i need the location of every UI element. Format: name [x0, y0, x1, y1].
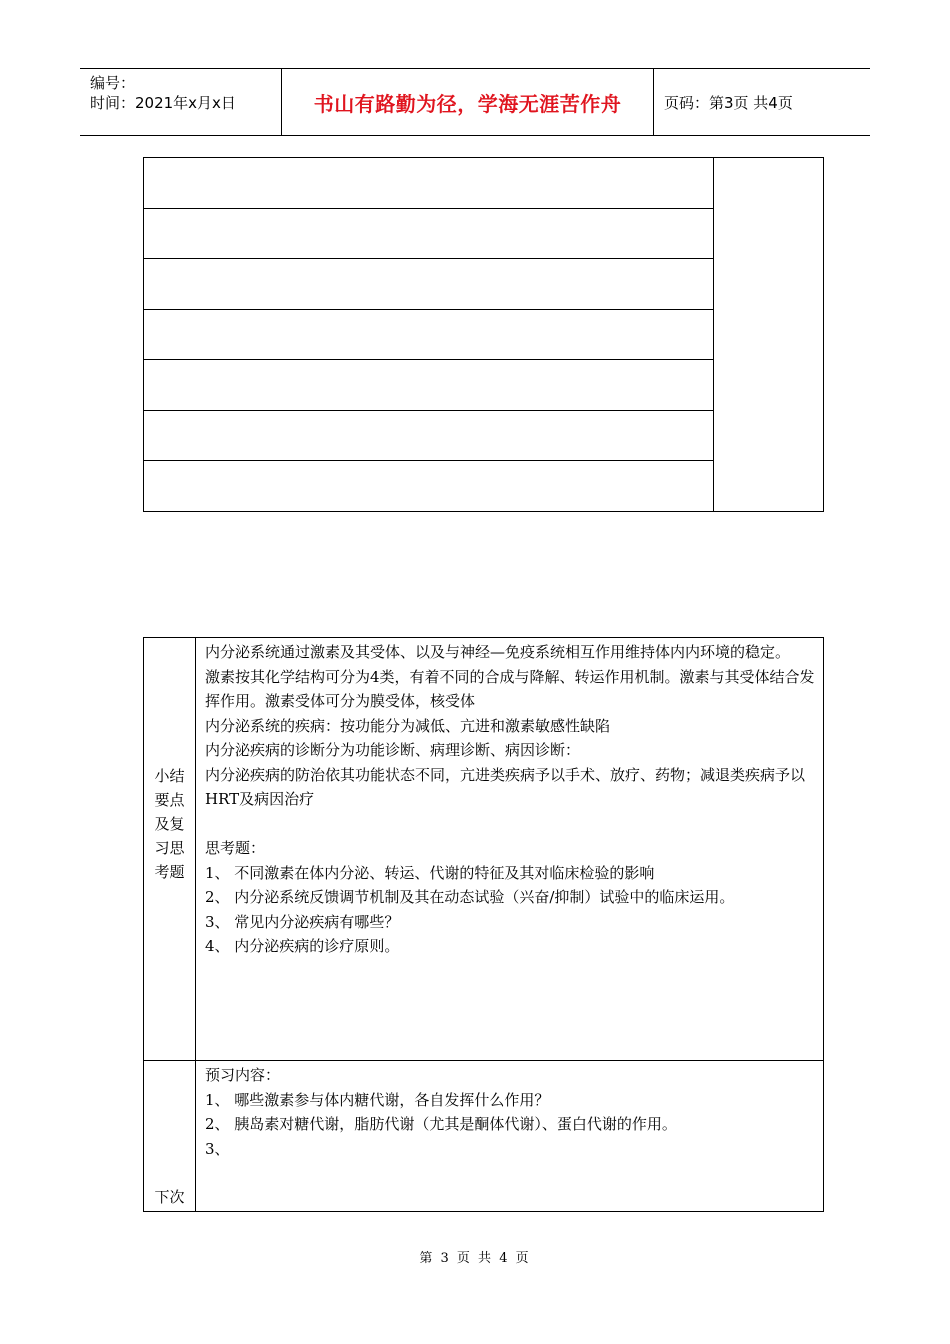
- blank-row: [144, 310, 713, 361]
- summary-paragraph: 内分泌系统的疾病：按功能分为减低、亢进和激素敏感性缺陷: [205, 716, 611, 735]
- preview-item: 1、 哪些激素参与体内糖代谢，各自发挥什么作用？: [205, 1090, 550, 1109]
- summary-row: [144, 638, 823, 1061]
- blank-row: [144, 360, 713, 411]
- blank-table-side-column: [714, 158, 823, 511]
- header-meta: [80, 69, 282, 135]
- summary-paragraph: 内分泌疾病的诊断分为功能诊断、病理诊断、病因诊断：: [205, 741, 581, 759]
- summary-table: [143, 637, 824, 1212]
- preview-title: 预习内容：: [205, 1066, 281, 1084]
- page-header: [80, 68, 870, 136]
- summary-content: [196, 638, 823, 1060]
- blank-row: [144, 461, 713, 511]
- preview-label: 下次: [144, 1061, 196, 1211]
- blank-row: [144, 411, 713, 462]
- preview-item: 2、 胰岛素对糖代谢，脂肪代谢（尤其是酮体代谢）、蛋白代谢的作用。: [205, 1115, 677, 1133]
- header-motto: 书山有路勤为径，学海无涯苦作舟: [282, 69, 654, 135]
- preview-row: [144, 1061, 823, 1211]
- blank-row: [144, 158, 713, 209]
- blank-table: [143, 157, 824, 512]
- questions-title: 思考题：: [205, 839, 266, 857]
- number-label: 编号：: [90, 74, 136, 92]
- blank-row: [144, 209, 713, 260]
- preview-content: [196, 1061, 823, 1211]
- summary-paragraph: 内分泌疾病的防治依其功能状态不同，亢进类疾病予以手术、放疗、药物；减退类疾病予以HRT及病因治疗: [205, 765, 806, 808]
- question-item: 1、 不同激素在体内分泌、转运、代谢的特征及其对临床检验的影响: [205, 863, 655, 882]
- summary-label: 小结要点及复习思考题: [144, 638, 196, 1060]
- blank-table-rows: [144, 158, 714, 511]
- summary-paragraph: 内分泌系统通过激素及其受体、以及与神经—免疫系统相互作用维持体内内环境的稳定。: [205, 643, 791, 661]
- question-item: 3、 常见内分泌疾病有哪些？: [205, 912, 400, 931]
- page-footer: 第 3 页 共 4 页: [419, 1251, 531, 1266]
- spacer: [205, 812, 817, 837]
- blank-row: [144, 259, 713, 310]
- question-item: 4、 内分泌疾病的诊疗原则。: [205, 937, 400, 955]
- summary-paragraph: 激素按其化学结构可分为4类，有着不同的合成与降解、转运作用机制。激素与其受体结合发挥作用。激素受体可分为膜受体，核受体: [205, 667, 815, 710]
- question-item: 2、 内分泌系统反馈调节机制及其在动态试验（兴奋/抑制）试验中的临床运用。: [205, 888, 735, 906]
- date-label: 时间：2021年x月x日: [90, 94, 236, 112]
- header-page-info: 页码：第3页 共4页: [664, 93, 793, 112]
- preview-item: 3、: [205, 1139, 230, 1158]
